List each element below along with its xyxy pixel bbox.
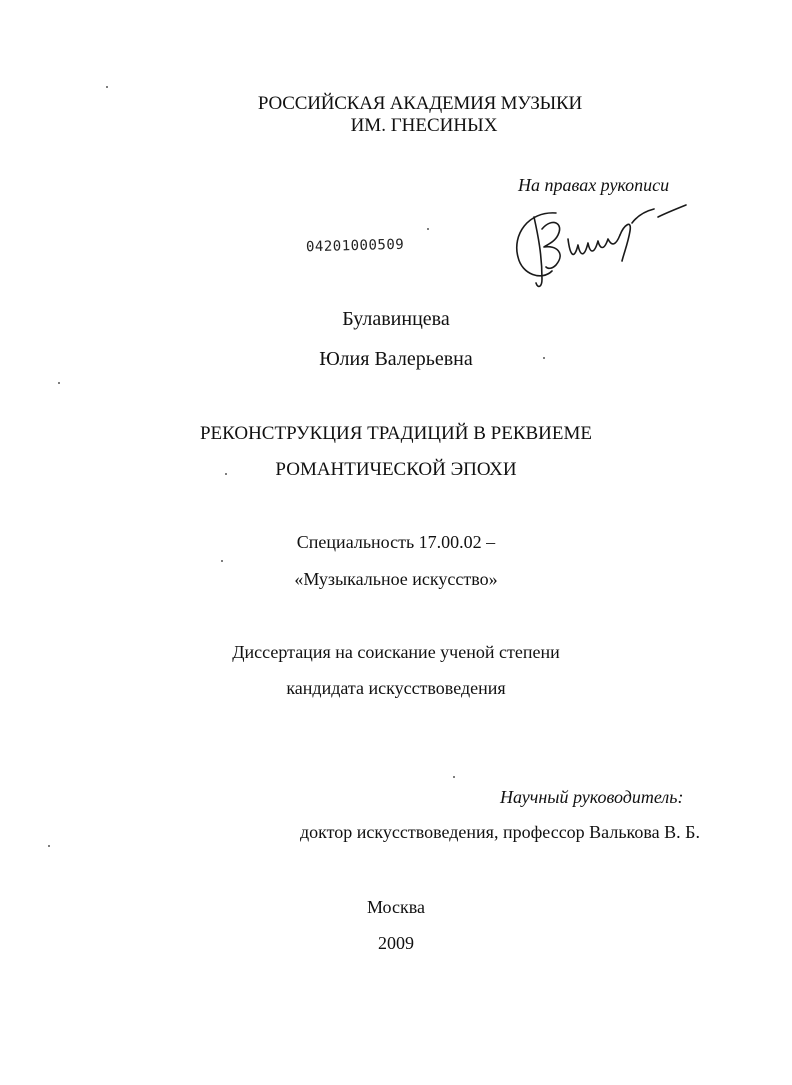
scan-speck bbox=[48, 845, 50, 847]
manuscript-rights-note: На правах рукописи bbox=[518, 175, 670, 195]
scan-speck bbox=[221, 560, 223, 562]
signature-stroke bbox=[568, 235, 620, 254]
signature-image bbox=[508, 195, 698, 295]
archive-number-stamp: 04201000509 bbox=[305, 236, 405, 256]
institution-name-line2: ИМ. ГНЕСИНЫХ bbox=[350, 115, 498, 136]
dissertation-title: РЕКОНСТРУКЦИЯ ТРАДИЦИЙ В РЕКВИЕМЕ bbox=[199, 423, 592, 444]
scan-speck bbox=[106, 86, 108, 88]
author-surname: Булавинцева bbox=[342, 308, 450, 330]
city: Москва bbox=[367, 897, 425, 917]
degree-statement: Диссертация на соискание ученой степени bbox=[232, 642, 560, 662]
specialty-code: Специальность 17.00.02 – bbox=[296, 532, 496, 552]
institution-name: РОССИЙСКАЯ АКАДЕМИЯ МУЗЫКИ bbox=[257, 93, 583, 114]
author-given-names: Юлия Валерьевна bbox=[319, 348, 473, 370]
signature-stroke bbox=[620, 224, 630, 261]
year: 2009 bbox=[378, 933, 414, 953]
scan-speck bbox=[453, 776, 455, 778]
specialty-name: «Музыкальное искусство» bbox=[294, 569, 498, 589]
scan-speck bbox=[543, 357, 545, 359]
degree-name: кандидата искусствоведения bbox=[286, 678, 506, 698]
scan-speck bbox=[427, 228, 429, 230]
scan-speck bbox=[58, 382, 60, 384]
signature-stroke bbox=[632, 209, 654, 223]
scan-speck bbox=[225, 473, 227, 475]
advisor-name: доктор искусствоведения, профессор Валькова В. Б. bbox=[300, 822, 700, 842]
signature-stroke bbox=[542, 222, 560, 268]
dissertation-title-line2: РОМАНТИЧЕСКОЙ ЭПОХИ bbox=[275, 459, 517, 480]
signature-stroke bbox=[658, 205, 686, 217]
advisor-label: Научный руководитель: bbox=[500, 787, 684, 807]
